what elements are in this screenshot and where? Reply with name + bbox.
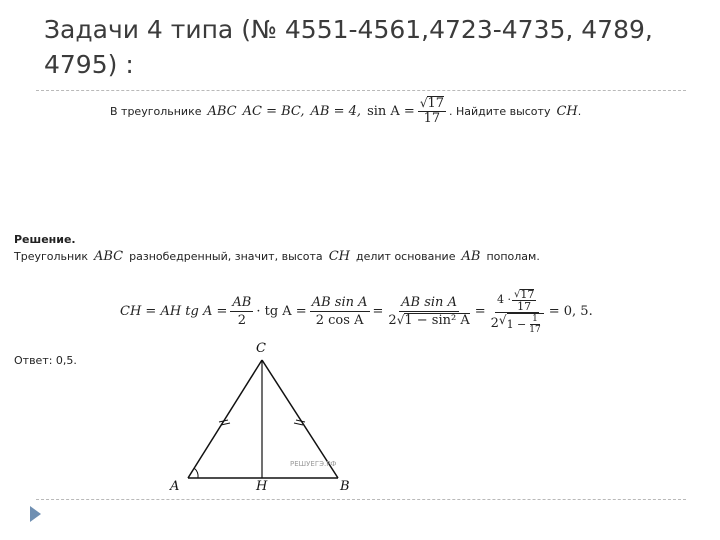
solution-text-4: пополам. [486, 249, 540, 263]
formula-fraction-1 [230, 294, 253, 329]
problem-statement [110, 93, 581, 129]
formula-f1-num: AB [232, 294, 252, 310]
formula-f3-num: AB sin A [401, 294, 457, 310]
solution-height-name: CH [328, 248, 350, 264]
formula-fraction-2 [310, 294, 370, 329]
formula-f3-den-pre: 2 [388, 312, 397, 328]
vertex-label-a: A [170, 479, 180, 494]
problem-triangle-name: ABC [207, 103, 237, 119]
formula-lhs: CH = AH tg A = [120, 303, 228, 319]
problem-sqrt-17: 17 [427, 96, 445, 111]
formula-result: = 0, 5. [548, 303, 593, 319]
problem-sin-fraction: √ 17 17 [419, 96, 445, 126]
vertex-label-b: B [340, 479, 350, 494]
formula-f2-den: 2 cos A [315, 312, 364, 328]
formula-eq2: = [372, 303, 384, 319]
top-divider [36, 90, 686, 91]
triangle-right-icon [30, 506, 41, 522]
formula-f3-den-radicand: 1 − sin² A [404, 312, 470, 328]
problem-end: . [577, 104, 582, 118]
problem-sin-a: sin A = [367, 103, 415, 119]
problem-question: . Найдите высоту [449, 104, 551, 118]
formula-f4-den-one: 1 − [506, 317, 527, 331]
watermark: РЕШУЕГЭ.РФ [290, 460, 337, 468]
formula-f4-den-fnum: 1 [532, 313, 538, 324]
triangle-figure [160, 336, 370, 496]
problem-denominator: 17 [423, 111, 441, 126]
foot-label-h: H [256, 479, 268, 494]
bottom-divider [36, 499, 686, 500]
formula-eq3: = [474, 303, 486, 319]
problem-condition-ab: AB = 4, [310, 103, 362, 119]
tick-bc-2 [294, 423, 303, 425]
solution-text-2: разнобедренный, значит, высота [129, 249, 323, 263]
formula-f4-den-pre: 2 [490, 316, 499, 331]
problem-condition-ac-bc: AC = BC, [242, 103, 305, 119]
slide-title-line2: 4795) : [44, 50, 134, 79]
solution-text-1: Треугольник [14, 249, 88, 263]
formula-fraction-4: 4 · √ 17 17 2 √ 1 − $\frac{1}{17}$ [489, 288, 546, 335]
problem-intro: В треугольнике [110, 104, 202, 118]
formula-f4-num-den: 17 [517, 299, 532, 313]
formula-f4-den-fden: 17 [529, 324, 541, 335]
solution-text [14, 247, 540, 265]
solution-triangle-name: ABC [94, 248, 124, 264]
solution-heading: Решение. [14, 233, 76, 246]
solution-base-name: AB [461, 248, 481, 264]
angle-a-arc [194, 468, 198, 478]
answer-text: Ответ: 0,5. [14, 354, 77, 367]
slide-title-line1: Задачи 4 типа (№ 4551-4561,4723-4735, 4789, [44, 15, 653, 44]
formula-f4-num-sqrt: 17 [520, 287, 535, 301]
problem-height-name: CH [556, 103, 578, 119]
formula-f2-num: AB sin A [311, 294, 368, 310]
formula-f1-den: 2 [237, 312, 246, 328]
slide-title [44, 12, 684, 82]
vertex-label-c: C [256, 341, 266, 356]
solution-formula [120, 285, 593, 337]
formula-mid1: · tg A = [256, 303, 307, 319]
formula-fraction-3: AB sin A 2 √ 1 − sin² A [388, 294, 470, 328]
side-ac [188, 360, 262, 478]
formula-f4-num-pre: 4 · [496, 292, 511, 306]
solution-text-3: делит основание [355, 249, 456, 263]
